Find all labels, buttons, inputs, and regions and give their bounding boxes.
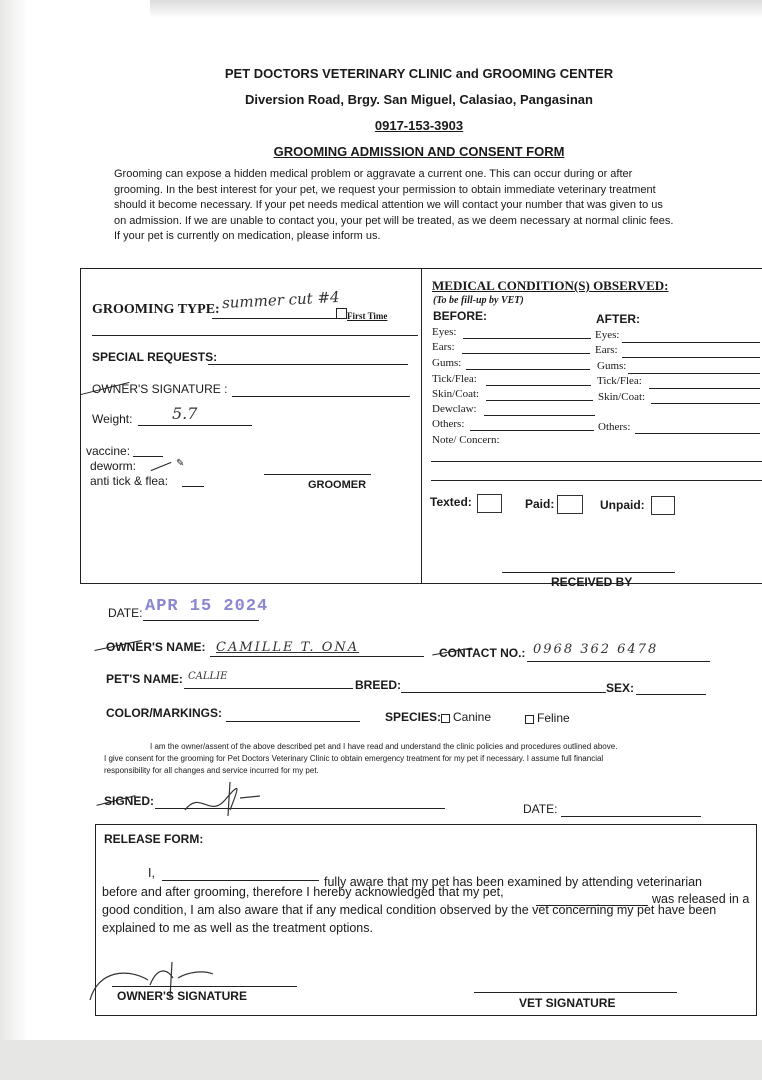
intro-line: on admission. If we are unable to contact you, your pet will be treated, as we deem necessary at normal clinic fees. bbox=[114, 214, 674, 227]
before-tickflea-line bbox=[486, 385, 591, 386]
before-eyes-label: Eyes: bbox=[432, 326, 457, 338]
date-label: DATE: bbox=[108, 606, 143, 620]
grooming-extra-line bbox=[92, 335, 418, 336]
canine-checkbox[interactable] bbox=[441, 714, 450, 723]
before-skincoat-line bbox=[486, 400, 593, 401]
clinic-name: PET DOCTORS VETERINARY CLINIC and GROOMING CENTER bbox=[224, 66, 614, 81]
owner-signature-release-label: OWNER'S SIGNATURE bbox=[117, 989, 247, 1003]
vet-fill-note: (To be fill-up by VET) bbox=[433, 295, 524, 306]
groomer-line bbox=[264, 474, 371, 475]
after-eyes-label: Eyes: bbox=[595, 329, 620, 341]
unpaid-checkbox[interactable] bbox=[651, 496, 675, 515]
before-others-line bbox=[470, 430, 594, 431]
groomer-label: GROOMER bbox=[308, 479, 367, 491]
texted-checkbox[interactable] bbox=[477, 494, 502, 513]
paid-label: Paid: bbox=[525, 497, 555, 511]
medical-condition-title: MEDICAL CONDITION(S) OBSERVED: bbox=[432, 278, 669, 293]
release-line4: explained to me as well as the treatment options. bbox=[102, 921, 373, 935]
first-time-checkbox[interactable] bbox=[336, 308, 347, 319]
texted-label: Texted: bbox=[430, 495, 472, 509]
release-line2b: was released in a bbox=[652, 892, 750, 906]
canine-label: Canine bbox=[453, 710, 492, 724]
before-dewclaw-line bbox=[484, 415, 595, 416]
vet-signature-line bbox=[474, 992, 677, 993]
consent-date-label: DATE: bbox=[523, 802, 558, 816]
intro-line: Grooming can expose a hidden medical problem or aggravate a current one. This can occur during or after bbox=[114, 168, 633, 180]
after-tickflea-line bbox=[649, 388, 760, 389]
form-title: GROOMING ADMISSION AND CONSENT FORM bbox=[273, 144, 565, 159]
after-others-label: Others: bbox=[598, 421, 631, 433]
after-gums-line bbox=[628, 373, 760, 374]
release-line1: fully aware that my pet has been examined by attending veterinarian bbox=[324, 875, 703, 889]
owner-name-value: CAMILLE T. ONA bbox=[216, 640, 360, 655]
color-markings-line bbox=[226, 721, 360, 722]
paid-checkbox[interactable] bbox=[557, 495, 583, 514]
deworm-mark-icon: ✎ bbox=[176, 458, 185, 469]
before-gums-label: Gums: bbox=[432, 357, 462, 369]
clinic-address: Diversion Road, Brgy. San Miguel, Calasiao, Pangasinan bbox=[245, 92, 593, 107]
scan-shadow-left bbox=[0, 0, 28, 1080]
breed-label: BREED: bbox=[355, 678, 402, 692]
sex-line bbox=[636, 694, 706, 695]
received-by-label: RECEIVED BY bbox=[551, 575, 633, 589]
table-divider bbox=[421, 268, 422, 584]
owner-signature-label: OWNER'S SIGNATURE : bbox=[92, 382, 228, 396]
release-name-line bbox=[162, 880, 319, 881]
intro-line: If your pet is currently on medication, please inform us. bbox=[114, 230, 381, 242]
feline-checkbox[interactable] bbox=[525, 715, 534, 724]
note-line-2 bbox=[431, 480, 762, 481]
unpaid-label: Unpaid: bbox=[600, 498, 645, 512]
after-skincoat-line bbox=[651, 403, 760, 404]
breed-line bbox=[401, 692, 606, 693]
contact-label: CONTACT NO.: bbox=[439, 646, 526, 660]
weight-value: 5.7 bbox=[172, 404, 198, 423]
special-requests-label: SPECIAL REQUESTS: bbox=[92, 350, 218, 364]
date-stamp-value: APR 15 2024 bbox=[145, 597, 269, 616]
after-others-line bbox=[635, 433, 760, 434]
owner-signature-line bbox=[232, 396, 410, 397]
color-markings-label: COLOR/MARKINGS: bbox=[106, 706, 222, 720]
after-skincoat-label: Skin/Coat: bbox=[598, 391, 646, 403]
antitick-label: anti tick & flea: bbox=[90, 474, 169, 488]
before-ears-line bbox=[462, 353, 590, 354]
consent-line: responsibility for all changes and service incurred for my pet. bbox=[104, 766, 319, 775]
after-ears-line bbox=[622, 357, 760, 358]
before-others-label: Others: bbox=[432, 418, 465, 430]
consent-date-line bbox=[561, 816, 701, 817]
note-line-1 bbox=[431, 461, 762, 462]
owner-signature-release-line bbox=[112, 986, 297, 987]
consent-line: I am the owner/assent of the above described pet and I have read and understand the clinic policies and procedures outlined above. bbox=[150, 742, 618, 751]
species-label: SPECIES: bbox=[385, 710, 442, 724]
before-eyes-line bbox=[463, 338, 591, 339]
pet-name-label: PET'S NAME: bbox=[106, 672, 183, 686]
received-by-line bbox=[502, 572, 675, 573]
first-time-label: First Time bbox=[347, 311, 388, 321]
consent-line: I give consent for the grooming for Pet Doctors Veterinary Clinic to obtain emergency treatment for my pet if necessary. I assume full financial bbox=[104, 754, 604, 763]
signature-scribble bbox=[180, 780, 270, 820]
after-gums-label: Gums: bbox=[597, 360, 627, 372]
after-label: AFTER: bbox=[596, 312, 640, 326]
contact-line bbox=[527, 661, 710, 662]
vaccine-line bbox=[133, 456, 163, 457]
clinic-phone: 0917-153-3903 bbox=[374, 118, 464, 133]
weight-label: Weight: bbox=[92, 412, 133, 426]
before-label: BEFORE: bbox=[433, 309, 487, 323]
after-eyes-line bbox=[622, 342, 760, 343]
release-i-label: I, bbox=[148, 866, 155, 880]
release-line3: good condition, I am also aware that if any medical condition observed by the vet concerning my pet have been bbox=[102, 903, 717, 917]
scan-bottom-margin bbox=[0, 1040, 762, 1080]
pet-name-value: CALLIE bbox=[188, 671, 228, 682]
release-title: RELEASE FORM: bbox=[104, 832, 204, 846]
date-line bbox=[143, 620, 259, 621]
intro-paragraph bbox=[114, 167, 724, 245]
before-dewclaw-label: Dewclaw: bbox=[432, 403, 477, 415]
grooming-type-line bbox=[212, 318, 337, 319]
special-requests-line bbox=[208, 364, 408, 365]
release-line2a: before and after grooming, therefore I hereby acknowledged that my pet, bbox=[102, 885, 504, 899]
note-concern-label: Note/ Concern: bbox=[432, 434, 500, 446]
deworm-label: deworm: bbox=[90, 459, 137, 473]
contact-value: 0968 362 6478 bbox=[533, 642, 659, 657]
grooming-type-label: GROOMING TYPE: bbox=[92, 302, 220, 317]
before-tickflea-label: Tick/Flea: bbox=[432, 373, 477, 385]
vet-signature-label: VET SIGNATURE bbox=[519, 996, 616, 1010]
owner-name-line bbox=[210, 656, 424, 657]
grooming-type-value: summer cut #4 bbox=[221, 287, 340, 313]
sex-label: SEX: bbox=[606, 681, 635, 695]
signed-label: SIGNED: bbox=[104, 794, 155, 808]
before-gums-line bbox=[466, 369, 590, 370]
feline-label: Feline bbox=[537, 711, 570, 725]
after-ears-label: Ears: bbox=[595, 344, 618, 356]
intro-line: should it become necessary. If your pet needs medical attention we will contact your number that was given to us bbox=[114, 199, 663, 211]
owner-name-label: OWNER'S NAME: bbox=[106, 640, 206, 654]
before-skincoat-label: Skin/Coat: bbox=[432, 388, 480, 400]
antitick-line bbox=[182, 486, 204, 487]
intro-line: grooming. In the best interest for your pet, we request your permission to obtain immediate veterinary treatment bbox=[114, 183, 656, 196]
weight-line bbox=[138, 425, 252, 426]
pet-name-line bbox=[184, 688, 353, 689]
after-tickflea-label: Tick/Flea: bbox=[597, 375, 642, 387]
before-ears-label: Ears: bbox=[432, 341, 455, 353]
scan-shadow-top bbox=[150, 0, 762, 18]
vaccine-label: vaccine: bbox=[86, 444, 131, 458]
